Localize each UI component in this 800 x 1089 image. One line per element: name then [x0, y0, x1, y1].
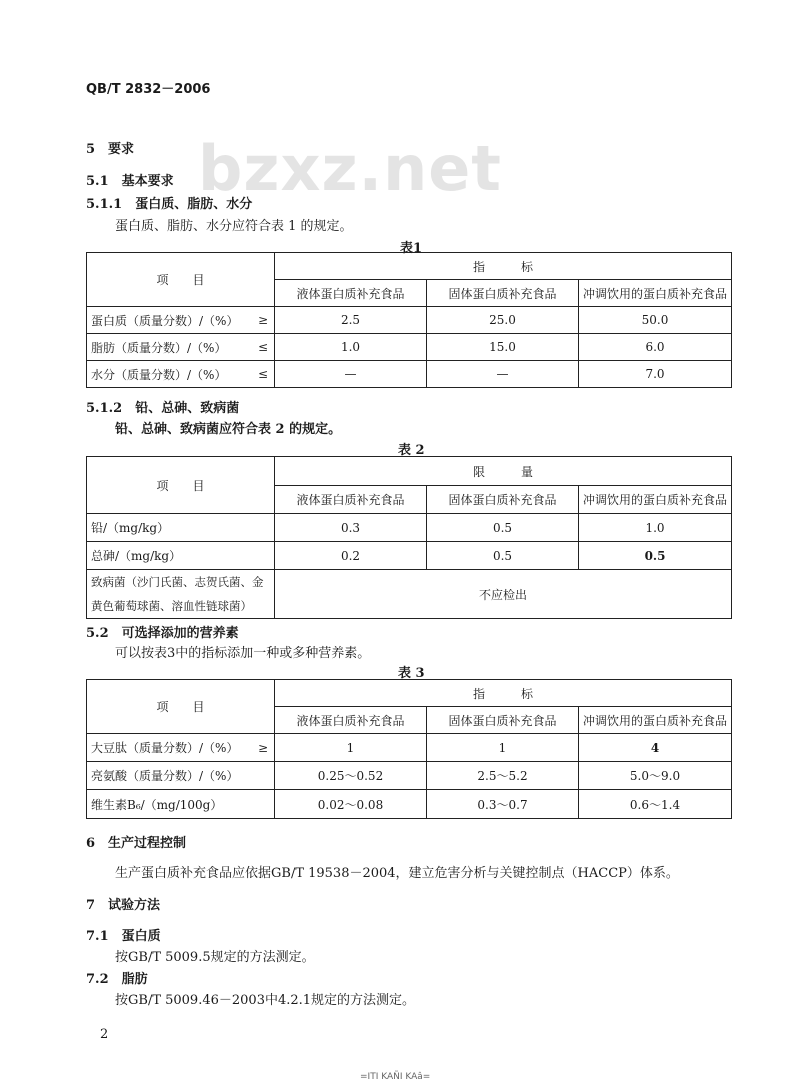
comparison-symbol: ≤ — [257, 367, 268, 381]
table1-item-header: 项 目 — [87, 253, 275, 307]
table-cell: 50.0 — [579, 307, 732, 334]
table-cell: 5.0～9.0 — [579, 762, 732, 790]
table-cell: — — [427, 361, 579, 388]
table-cell: 0.2 — [275, 542, 427, 570]
comparison-symbol: ≤ — [257, 340, 268, 354]
table2-item-header: 项 目 — [87, 457, 275, 514]
paragraph-5-1-1: 蛋白质、脂肪、水分应符合表 1 的规定。 — [115, 219, 353, 234]
row-label: 维生素B₆/（mg/100g） — [91, 797, 223, 812]
table1-caption: 表1 — [400, 241, 423, 256]
heading-7-1: 7.1 蛋白质 — [86, 929, 161, 944]
table3-col-header: 冲调饮用的蛋白质补充食品 — [579, 707, 732, 734]
table-cell: 0.5 — [427, 542, 579, 570]
table2-col-header: 固体蛋白质补充食品 — [427, 486, 579, 514]
table3-group-header: 指 标 — [275, 680, 732, 707]
table-row — [87, 361, 732, 388]
paragraph-5-2: 可以按表3中的指标添加一种或多种营养素。 — [115, 646, 371, 661]
table-cell: 0.5 — [427, 514, 579, 542]
table-cell: — — [275, 361, 427, 388]
table3-col-header: 固体蛋白质补充食品 — [427, 707, 579, 734]
table2-caption: 表 2 — [398, 443, 425, 458]
table1-col-header: 液体蛋白质补充食品 — [275, 280, 427, 307]
table-cell: 0.3 — [275, 514, 427, 542]
table2 — [86, 456, 732, 619]
table3-caption: 表 3 — [398, 666, 425, 681]
row-label: 大豆肽（质量分数）/（%） — [91, 741, 239, 755]
table3 — [86, 679, 732, 819]
heading-5-1: 5.1 基本要求 — [86, 174, 174, 189]
table-row — [87, 570, 732, 619]
paragraph-6: 生产蛋白质补充食品应依据GB/T 19538－2004，建立危害分析与关键控制点（HACCP）体系。 — [115, 866, 679, 881]
table-cell: 1.0 — [579, 514, 732, 542]
page-number: 2 — [100, 1027, 109, 1042]
paragraph-5-1-2: 铅、总砷、致病菌应符合表 2 的规定。 — [115, 422, 342, 437]
table-cell: 不应检出 — [275, 570, 732, 619]
row-label: 铅/（mg/kg） — [87, 514, 275, 542]
table-cell: 0.6～1.4 — [579, 790, 732, 819]
table-cell: 1.0 — [275, 334, 427, 361]
table2-col-header: 冲调饮用的蛋白质补充食品 — [579, 486, 732, 514]
table-cell: 2.5～5.2 — [427, 762, 579, 790]
heading-7-2: 7.2 脂肪 — [86, 972, 148, 987]
row-label: 亮氨酸（质量分数）/（%） — [91, 769, 239, 783]
table-row — [87, 734, 732, 762]
table-cell: 1 — [275, 734, 427, 762]
table3-item-header: 项 目 — [87, 680, 275, 734]
comparison-symbol: ≥ — [257, 313, 268, 327]
table-row — [87, 790, 732, 819]
table-cell: 25.0 — [427, 307, 579, 334]
table-cell: 0.3～0.7 — [427, 790, 579, 819]
table-cell: 7.0 — [579, 361, 732, 388]
table1 — [86, 252, 732, 388]
table-cell: 2.5 — [275, 307, 427, 334]
heading-5-1-2: 5.1.2 铅、总砷、致病菌 — [86, 401, 240, 416]
table-row — [87, 514, 732, 542]
table2-group-header: 限 量 — [275, 457, 732, 486]
pathogen-label-line-1: 致病菌（沙门氏菌、志贺氏菌、金 — [91, 575, 264, 589]
heading-5-2: 5.2 可选择添加的营养素 — [86, 626, 239, 641]
row-label: 总砷/（mg/kg） — [87, 542, 275, 570]
table1-col-header: 固体蛋白质补充食品 — [427, 280, 579, 307]
heading-5: 5 要求 — [86, 142, 135, 157]
table-row — [87, 307, 732, 334]
table-row — [87, 334, 732, 361]
pathogen-label-line-2: 黄色葡萄球菌、溶血性链球菌） — [91, 599, 252, 613]
doc-code: QB/T 2832－2006 — [86, 82, 211, 97]
table-cell: 4 — [579, 734, 732, 762]
table-cell: 0.02～0.08 — [275, 790, 427, 819]
heading-5-1-1: 5.1.1 蛋白质、脂肪、水分 — [86, 197, 253, 212]
table-cell: 1 — [427, 734, 579, 762]
paragraph-7-1: 按GB/T 5009.5规定的方法测定。 — [115, 950, 315, 965]
table-cell: 0.5 — [579, 542, 732, 570]
table-cell: 0.25～0.52 — [275, 762, 427, 790]
heading-6: 6 生产过程控制 — [86, 836, 187, 851]
table2-col-header: 液体蛋白质补充食品 — [275, 486, 427, 514]
table-row — [87, 762, 732, 790]
table1-col-header: 冲调饮用的蛋白质补充食品 — [579, 280, 732, 307]
row-label: 脂肪（质量分数）/（%） — [91, 340, 227, 355]
table-cell: 6.0 — [579, 334, 732, 361]
table-row — [87, 542, 732, 570]
table1-group-header: 指 标 — [275, 253, 732, 280]
paragraph-7-2: 按GB/T 5009.46－2003中4.2.1规定的方法测定。 — [115, 993, 416, 1008]
watermark: bzxz.net — [198, 132, 502, 205]
row-label — [87, 570, 275, 619]
table-cell: 15.0 — [427, 334, 579, 361]
table3-col-header: 液体蛋白质补充食品 — [275, 707, 427, 734]
row-label: 水分（质量分数）/（%） — [91, 367, 227, 382]
row-label: 蛋白质（质量分数）/（%） — [91, 313, 239, 328]
bottom-mark: =ITI KAÑI KAâ= — [360, 1072, 431, 1082]
heading-7: 7 试验方法 — [86, 898, 161, 913]
comparison-symbol: ≥ — [257, 740, 268, 755]
